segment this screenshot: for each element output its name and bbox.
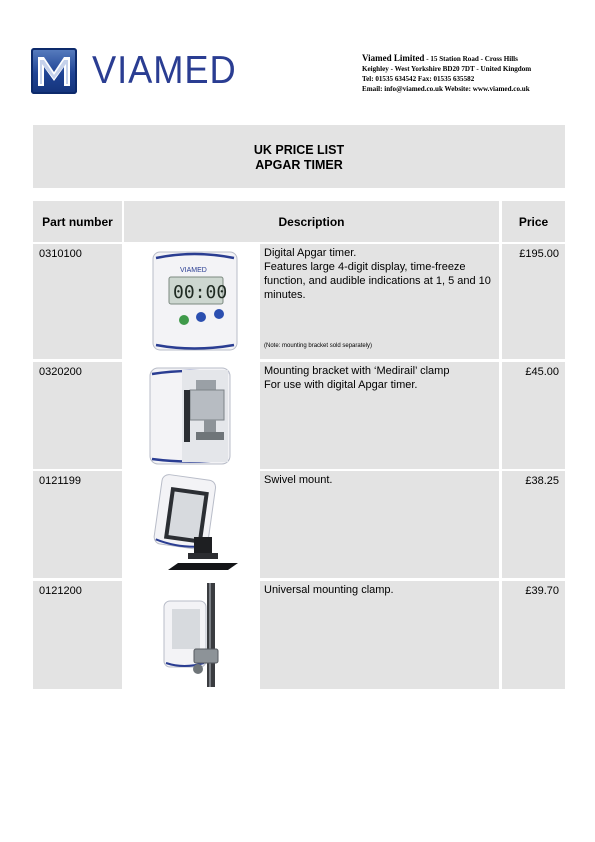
document-title bbox=[33, 125, 565, 188]
part-number: 0121200 bbox=[33, 581, 122, 689]
price: £38.25 bbox=[502, 471, 565, 578]
header-price: Price bbox=[502, 201, 565, 242]
svg-text:VIAMED: VIAMED bbox=[180, 267, 207, 274]
price: £195.00 bbox=[502, 244, 565, 359]
pole-clamp-image bbox=[124, 581, 257, 689]
description bbox=[260, 581, 499, 689]
title-line-1: UK PRICE LIST bbox=[253, 143, 345, 157]
company-address bbox=[362, 53, 587, 94]
price: £39.70 bbox=[502, 581, 565, 689]
company-street: - 15 Station Road - Cross Hills bbox=[424, 55, 518, 63]
description bbox=[260, 244, 499, 359]
header-description: Description bbox=[124, 201, 499, 242]
description-title: Digital Apgar timer. bbox=[264, 247, 357, 259]
description-title: Mounting bracket with ‘Medirail’ clamp bbox=[264, 365, 450, 377]
part-number: 0121199 bbox=[33, 471, 122, 578]
bracket-image bbox=[124, 362, 257, 469]
description bbox=[260, 362, 499, 469]
price: £45.00 bbox=[502, 362, 565, 469]
title-line-2: APGAR TIMER bbox=[255, 158, 343, 172]
viamed-logo-icon bbox=[31, 48, 77, 94]
apgar-timer-image bbox=[124, 244, 257, 359]
description-title: Swivel mount. bbox=[264, 474, 333, 486]
description-note: (Note: mounting bracket sold separately) bbox=[264, 343, 373, 349]
description-text: Features large 4-digit display, time-freeze function, and audible indications at 1, 5 and 10 minutes. bbox=[264, 261, 491, 301]
header-part-number: Part number bbox=[33, 201, 122, 242]
company-email-web: Email: info@viamed.co.uk Website: www.viamed.co.uk bbox=[362, 85, 530, 93]
company-town: Keighley - West Yorkshire BD20 7DT - United Kingdom bbox=[362, 65, 532, 73]
company-name: Viamed Limited bbox=[362, 53, 425, 63]
part-number: 0310100 bbox=[33, 244, 122, 359]
description bbox=[260, 471, 499, 578]
svg-text:00:00: 00:00 bbox=[173, 282, 228, 303]
company-logo-text: VIAMED bbox=[92, 49, 237, 92]
part-number: 0320200 bbox=[33, 362, 122, 469]
swivel-mount-image bbox=[124, 471, 257, 578]
description-title: Universal mounting clamp. bbox=[264, 584, 394, 596]
description-text: For use with digital Apgar timer. bbox=[264, 379, 418, 391]
letterhead bbox=[0, 0, 595, 110]
company-phone-fax: Tel: 01535 634542 Fax: 01535 635582 bbox=[362, 75, 475, 83]
